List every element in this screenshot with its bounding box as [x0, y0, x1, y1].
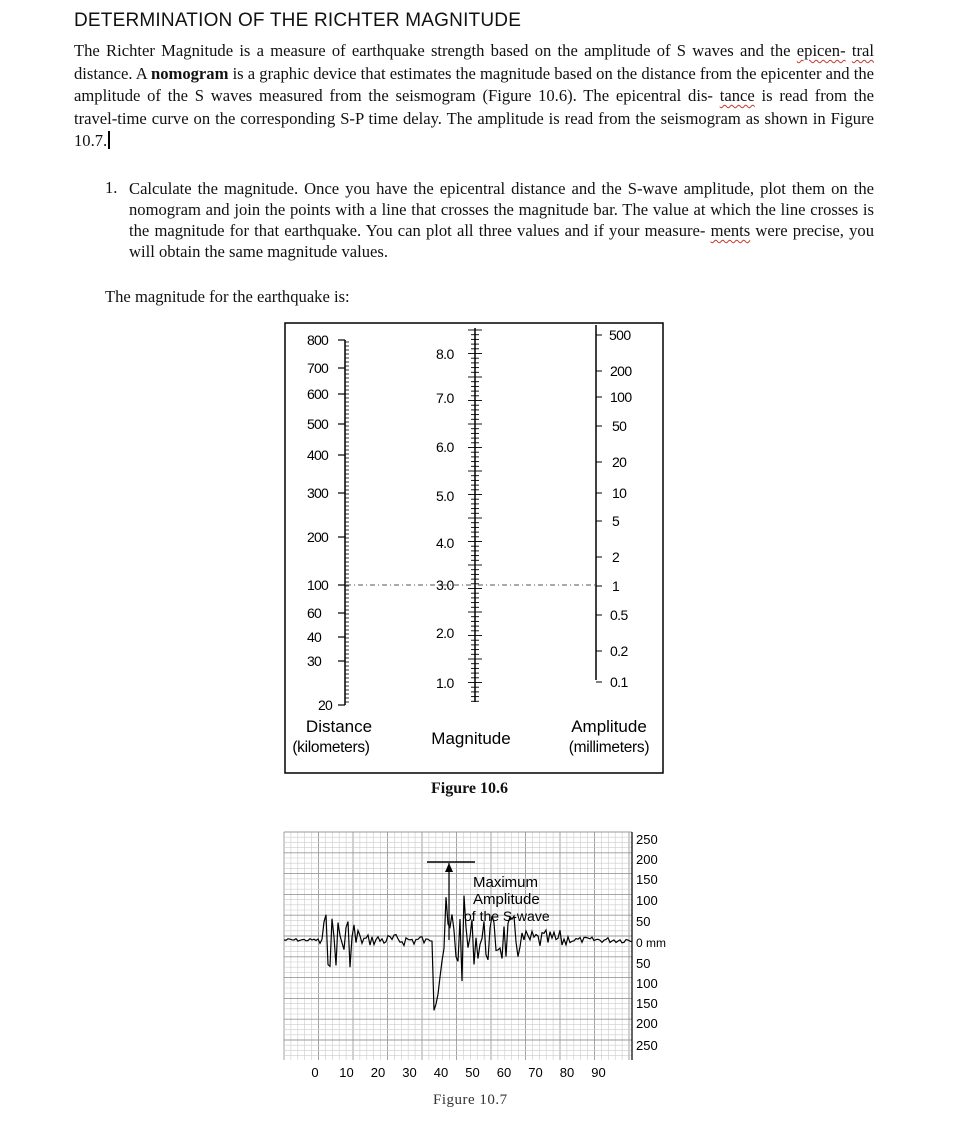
page-title: DETERMINATION OF THE RICHTER MAGNITUDE — [74, 10, 522, 31]
scale-label: 100 — [636, 893, 658, 908]
amplitude-tick-label: 2 — [612, 549, 620, 565]
annotation-amplitude: Amplitude — [473, 891, 540, 908]
distance-tick-label: 100 — [307, 577, 328, 593]
distance-tick-label: 500 — [307, 416, 328, 432]
bold-term: nomogram — [150, 63, 229, 83]
amplitude-tick-label: 10 — [612, 485, 627, 501]
distance-tick-label: 300 — [307, 485, 328, 501]
distance-tick-label: 30 — [307, 653, 321, 669]
distance-label: Distance — [305, 717, 373, 736]
x-tick-label: 30 — [402, 1065, 417, 1080]
figure-10-7-caption: Figure 10.7 — [433, 1092, 508, 1108]
spell-flag: tance — [719, 86, 755, 105]
distance-tick-label: 40 — [307, 629, 321, 645]
amplitude-tick-label: 1 — [612, 578, 620, 594]
amplitude-label: Amplitude — [571, 717, 647, 736]
amplitude-tick-label: 500 — [609, 327, 631, 343]
magnitude-tick-label: 7.0 — [436, 390, 454, 406]
magnitude-tick-label: 5.0 — [436, 488, 454, 504]
right-scale-labels — [636, 832, 666, 1053]
magnitude-tick-label: 4.0 — [436, 535, 454, 551]
scale-label: 50 — [636, 914, 651, 929]
magnitude-tick-label: 6.0 — [436, 439, 454, 455]
amplitude-tick-label: 20 — [612, 454, 627, 470]
figure-10-6-caption: Figure 10.6 — [431, 780, 509, 797]
x-tick-label: 70 — [528, 1065, 543, 1080]
magnitude-label: Magnitude — [431, 729, 511, 748]
distance-tick-label: 200 — [307, 529, 328, 545]
magnitude-tick-label: 3.0 — [436, 577, 454, 593]
amplitude-tick-label: 200 — [610, 363, 632, 379]
scale-label: 250 — [636, 1038, 658, 1053]
annotation-s-wave: of the S-wave — [464, 908, 550, 924]
intro-paragraph: The Richter Magnitude is a measure of earthquake strength based on the amplitude of S waves and the epicen- tral distance. A nomogram is a graphic device that estimates the magnitude based on the distance from the epicenter and the amplitude of the S waves measured from the seismogram (Figure 10.6). The epicentral dis- tance is read from the travel-time curve on the corresponding S-P time delay. The amplitude is read from the seismogram as shown in Figure 10.7. — [74, 41, 874, 150]
magnitude-tick-label: 1.0 — [436, 675, 454, 691]
seismogram-figure — [0, 820, 954, 1120]
x-axis-labels — [311, 1065, 605, 1080]
magnitude-tick-label: 2.0 — [436, 625, 454, 641]
scale-label: 0 mm — [636, 936, 666, 950]
distance-tick-label: 20 — [318, 697, 332, 713]
scale-label: 100 — [636, 976, 658, 991]
scale-label: 250 — [636, 832, 658, 847]
magnitude-tick-label: 8.0 — [436, 346, 454, 362]
amplitude-tick-label: 100 — [610, 389, 632, 405]
x-tick-label: 0 — [311, 1065, 319, 1080]
annotation-maximum: Maximum — [473, 874, 539, 891]
amplitude-tick-label: 0.5 — [610, 607, 628, 623]
amplitude-tick-label: 5 — [612, 513, 620, 529]
x-tick-label: 50 — [465, 1065, 480, 1080]
x-tick-label: 90 — [591, 1065, 606, 1080]
x-tick-label: 60 — [496, 1065, 512, 1080]
scale-label: 50 — [636, 956, 651, 971]
scale-label: 200 — [636, 852, 658, 867]
distance-tick-label: 800 — [307, 332, 328, 348]
magnitude-prompt: The magnitude for the earthquake is: — [105, 287, 350, 306]
distance-tick-label: 700 — [307, 360, 328, 376]
amplitude-tick-label: 0.1 — [610, 674, 628, 690]
scale-label: 150 — [636, 872, 658, 887]
distance-tick-label: 400 — [307, 447, 328, 463]
x-tick-label: 80 — [559, 1065, 575, 1080]
distance-tick-label: 60 — [307, 605, 321, 621]
step-number: 1. — [105, 178, 118, 197]
x-tick-label: 10 — [339, 1065, 354, 1080]
amplitude-tick-label: 0.2 — [610, 643, 628, 659]
distance-units: (kilometers) — [292, 739, 370, 756]
amplitude-tick-label: 50 — [612, 418, 627, 434]
x-tick-label: 20 — [370, 1065, 386, 1080]
distance-tick-label: 600 — [307, 386, 328, 402]
spell-flag: ments — [710, 221, 751, 240]
scale-label: 200 — [636, 1016, 658, 1031]
spell-flag: epicen- — [796, 41, 846, 60]
step-text: Calculate the magnitude. Once you have the epicentral distance and the S-wave amplitude, plot them on the nomogram and join the points with a line that crosses the magnitude bar. The value at which the line crosses is the magnitude for that earthquake. You can plot all three values and if your measure- ments were precise, you will obtain the same magnitude values. — [129, 179, 874, 261]
arrow-head-icon — [445, 863, 453, 872]
x-tick-label: 40 — [433, 1065, 449, 1080]
seismogram-grid — [284, 832, 632, 1060]
spell-flag: tral — [851, 41, 874, 60]
amplitude-units: (millimeters) — [568, 739, 650, 756]
scale-label: 150 — [636, 996, 658, 1011]
